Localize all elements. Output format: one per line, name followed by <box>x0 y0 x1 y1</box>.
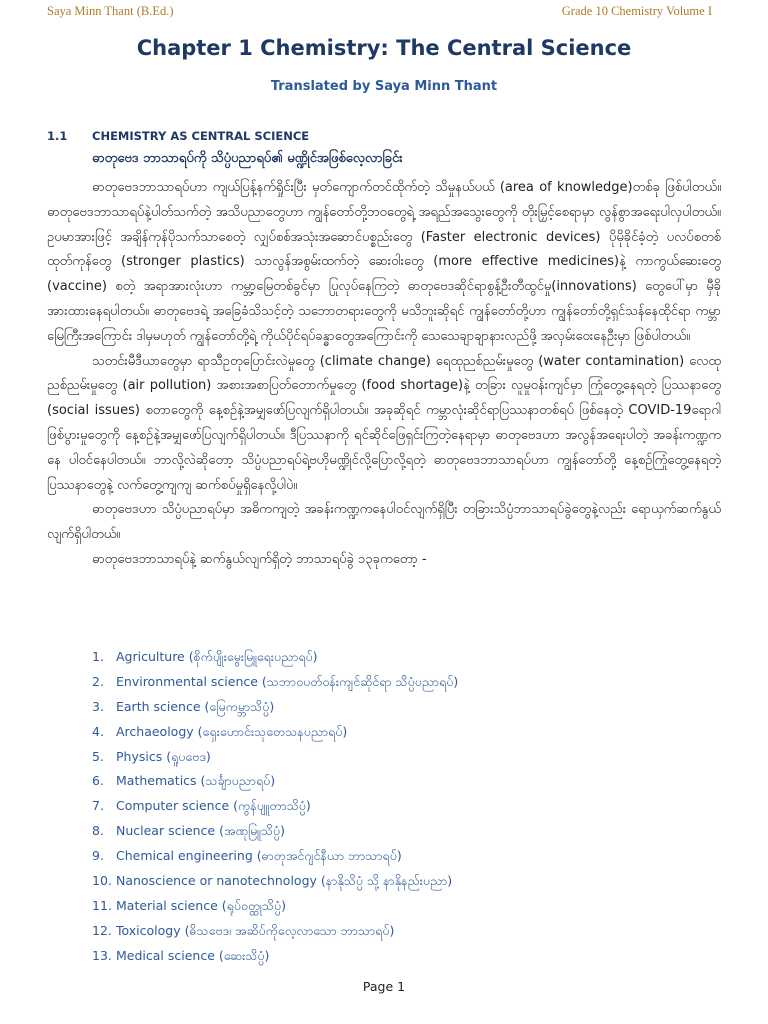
list-label: Computer science (ကွန်ပျူတာသိပ္ပံ) <box>116 798 311 814</box>
list-item <box>92 695 458 720</box>
list-item <box>92 819 458 844</box>
list-label: Environmental science (သဘာဝပတ်ဝန်းကျင်ဆိုင်ရာ သိပ္ပံပညာရပ်) <box>116 673 459 689</box>
paragraph: ဓာတုဗေဒဟာ သိပ္ပံပညာရပ်မှာ အဓိကကျတဲ့ အခန်းကဏ္ဍကနေပါဝင်လျက်ရှိပြီး တခြားသိပ္ပံဘာသာရပ်ခွဲတွေနဲ့လည်း ရောယှက်ဆက်နွယ်လျက်ရှိပါတယ်။ <box>47 502 721 543</box>
list-number: 9. <box>92 848 104 864</box>
list-item <box>92 769 458 794</box>
running-header-book: Grade 10 Chemistry Volume I <box>561 4 712 18</box>
related-subjects-list <box>92 645 458 969</box>
list-item <box>92 645 458 670</box>
list-item <box>92 919 458 944</box>
list-item <box>92 720 458 745</box>
section-title: CHEMISTRY AS CENTRAL SCIENCE <box>92 129 310 143</box>
section-number: 1.1 <box>47 129 68 143</box>
list-item <box>92 670 458 695</box>
translator-credit: Translated by Saya Minn Thant <box>270 79 498 94</box>
running-header-author: Saya Minn Thant (B.Ed.) <box>47 4 174 18</box>
list-label: Chemical engineering (ဓာတုအင်ဂျင်နီယာ ဘာသာရပ်) <box>116 848 402 864</box>
list-label: Archaeology (ရှေးဟောင်းသုတေသနပညာရပ်) <box>116 723 348 739</box>
list-number: 1. <box>92 649 104 664</box>
list-label: Mathematics (သင်္ချာပညာရပ်) <box>116 773 276 789</box>
list-number: 2. <box>92 673 104 689</box>
paragraph: ဓာတုဗေဒဘာသာရပ်ဟာ ကျယ်ပြန့်နက်ရှိုင်းပြီး မှတ်ကျောက်တင်ထိုက်တဲ့ သိမှုနယ်ပယ် (area of knowledge)တစ်ခု ဖြစ်ပါတယ်။ ဓာတုဗေဒဘာသာရပ်နဲ့ပါတ်သက်တဲ့ အသိပညာတွေဟာ ကျွန်တော်တို့ဘဝတွေရဲ့ အရည်အသွေးတွေကို တိုးမြှင့်စေရာမှာ လွန်စွာအရေးပါလှပါတယ်။ ဥပမာအားဖြင့် အချိန်ကုန်ပိုသက်သာစေတဲ့ လျှပ်စစ်အသုံးအဆောင်ပစ္စည်းတွေ (Faster electronic devices) ပိုမိုခိုင်ခံ့တဲ့ ပလပ်စတစ်ထုတ်ကုန်တွေ (stronger plastics) သာလွန်အစွမ်းထက်တဲ့ ဆေးဝါးတွေ (more effective medicines)နဲ့ ကာကွယ်ဆေးတွေ (vaccine) စတဲ့ အရာအားလုံးဟာ ကမ္ဘာ့မြေတစ်ခွင်မှာ ပြုလုပ်နေကြတဲ့ ဓာတုဗေဒဆိုင်ရာစွန့်ဦးတီထွင်မှု(innovations) တွေပေါ်မှာ မှီခိုအားထားနေရပါတယ်။ ဓာတုဗေဒရဲ့ အခြေခံသိသင့်တဲ့ သဘောတရားတွေကို မသိဘူးဆိုရင် ကျွန်တော်တို့ဟာ ကျွန်တော်တို့ရှင်သန်နေထိုင်ရာ ကမ္ဘာမြေကြီးအကြောင်း ဒါမှမဟုတ် ကျွန်တော်တို့ရဲ့ ကိုယ်ပိုင်ရပ်ခန္ဓာတွေအကြောင်းကို သေသေချာချာနားလည်ဖို့ အလှမ်းဝေးနေဦးမှာ ဖြစ်ပါတယ်။ <box>47 180 721 344</box>
list-number: 4. <box>92 723 104 739</box>
chapter-title: Chapter 1 Chemistry: The Central Science <box>136 36 632 60</box>
list-number: 13. <box>92 947 112 963</box>
list-item <box>92 844 458 869</box>
list-item <box>92 944 458 969</box>
list-item <box>92 869 458 894</box>
list-label: Physics (ရူပဗေဒ) <box>116 748 211 764</box>
list-label: Earth science (မြေကမ္ဘာသိပ္ပံ) <box>116 698 275 714</box>
list-item <box>92 745 458 770</box>
section-heading <box>47 129 309 143</box>
list-label: Medical science (ဆေးသိပ္ပံ) <box>116 947 270 963</box>
list-label: Agriculture (စိုက်ပျိုးမွေးမြူရေးပညာရပ်) <box>116 649 318 664</box>
list-item <box>92 894 458 919</box>
list-item <box>92 794 458 819</box>
page-number: Page 1 <box>362 979 406 994</box>
list-label: Material science (ရုပ်ဝတ္ထုသိပ္ပံ) <box>116 897 287 913</box>
list-number: 10. <box>92 873 112 889</box>
list-number: 3. <box>92 698 104 714</box>
paragraph: ဓာတုဗေဒဘာသာရပ်နဲ့ ဆက်နွယ်လျက်ရှိတဲ့ ဘာသာရပ်ခွဲ ၁၃ခုကတော့ - <box>92 551 427 567</box>
section-title-myanmar: ဓာတုဗေဒ ဘာသာရပ်ကို သိပ္ပံပညာရပ်၏ မဏ္ဍိုင်အဖြစ်လေ့လာခြင်း <box>92 151 403 166</box>
list-number: 11. <box>92 897 112 913</box>
list-label: Toxicology (ဓိသဗေဒ၊ အဆိပ်ကိုလေ့လာသော ဘာသာရပ်) <box>116 922 395 938</box>
list-label: Nanoscience or nanotechnology (နာနိုသိပ္ပံ သို့ နာနိုနည်းပညာ) <box>116 873 453 889</box>
list-label: Nuclear science (အဏုမြူသိပ္ပံ) <box>116 823 285 839</box>
body-text <box>47 176 721 573</box>
list-number: 7. <box>92 798 104 814</box>
paragraph: သတင်းမီဒီယာတွေမှာ ရာသီဥတုပြောင်းလဲမှုတွေ (climate change) ရေထုညစ်ညမ်းမှုတွေ (water contamination) လေထုညစ်ညမ်းမှုတွေ (air pollution) အစားအစာပြတ်တောက်မှုတွေ (food shortage)နဲ့ တခြား လူမှုဝန်းကျင်မှာ ကြုံတွေ့နေရတဲ့ ပြဿနာတွေ (social issues) စတာတွေကို နေ့စဉ်နဲ့အမျှဖော်ပြလျက်ရှိပါတယ်။ အခုဆိုရင် ကမ္ဘာလုံးဆိုင်ရာပြဿနာတစ်ရပ် ဖြစ်နေတဲ့ COVID-19ရောဂါဖြစ်ပွားမှုတွေကို နေ့စဉ်နဲ့အမျှဖော်ပြလျက်ရှိပါတယ်။ ဒီပြဿနာကို ရင်ဆိုင်ဖြေရှင်းကြတဲ့နေရာမှာ ဓာတုဗေဒဟာ အလွန်အရေးပါတဲ့ အခန်းကဏ္ဍကနေ ပါဝင်နေပါတယ်။ ဘာလို့လဲဆိုတော့ သိပ္ပံပညာရပ်ရဲ့ဗဟိုမဏ္ဍိုင်လို့ပြောလို့ရတဲ့ ဓာတုဗေဒဘာသာရပ်ဟာ ကျွန်တော်တို့ နေ့စဉ်ကြုံတွေ့နေရတဲ့ ပြဿနာတွေနဲ့ လက်တွေ့ကျကျ ဆက်စပ်မှုရှိနေလို့ပါပဲ။ <box>47 353 721 493</box>
list-number: 12. <box>92 922 112 938</box>
list-number: 5. <box>92 748 104 764</box>
list-number: 6. <box>92 773 104 789</box>
list-number: 8. <box>92 823 104 839</box>
